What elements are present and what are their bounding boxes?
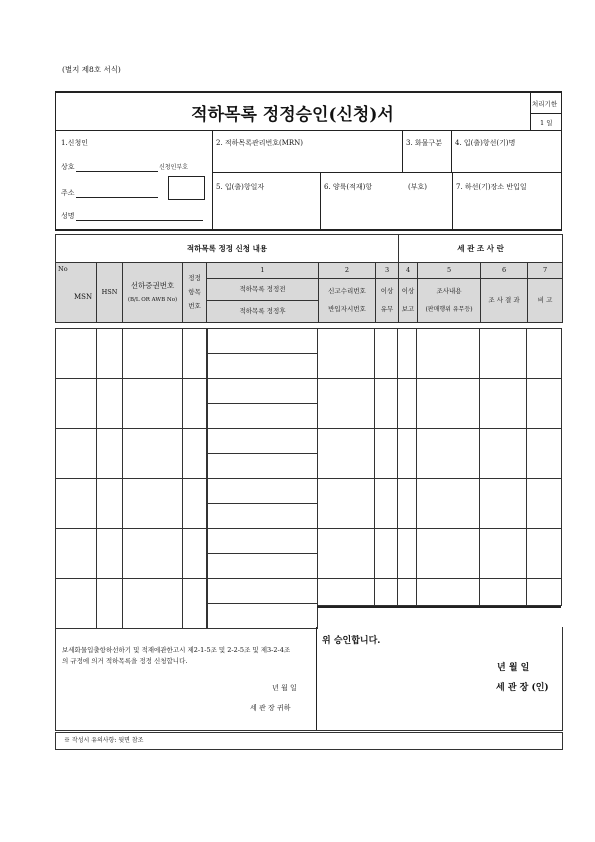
row-1-cell-11[interactable]: [526, 328, 562, 379]
applicant-divider: [212, 131, 213, 229]
col-bl-title: 선하증권번호: [130, 280, 175, 290]
processing-label: 처리기한: [532, 100, 558, 108]
cargo-type-label: 3. 화물구분: [406, 139, 442, 147]
row-4-cell-7[interactable]: [374, 478, 398, 529]
row-1-cell-7[interactable]: [374, 328, 398, 379]
row-1-cell-8[interactable]: [397, 328, 417, 379]
col-bl-sub: (B/L OR AWB No): [127, 296, 178, 303]
row-2-cell-11[interactable]: [526, 378, 562, 429]
declaration-line-2: 의 규정에 의거 적하목록을 정정 신청합니다.: [62, 657, 188, 665]
col-4-num: 4: [399, 263, 418, 279]
row-4-cell-11[interactable]: [526, 478, 562, 529]
row-2-cell-3[interactable]: [122, 378, 183, 429]
processing-box-divider: [530, 93, 531, 130]
row-2-cell-8[interactable]: [397, 378, 417, 429]
address-label: 주소: [61, 189, 75, 197]
form-reference: (별지 제8호 서식): [62, 65, 121, 74]
col-5-num: 5: [418, 263, 481, 279]
row-2-cell-7[interactable]: [374, 378, 398, 429]
row-4-cell-4[interactable]: [182, 478, 207, 529]
row-2-after-cell[interactable]: [207, 403, 318, 429]
col-5: [418, 279, 481, 323]
field-divider-4: [452, 172, 453, 229]
row-5-before-cell[interactable]: [207, 528, 318, 554]
row-3-cell-11[interactable]: [526, 428, 562, 479]
declaration-to: 세 관 장 귀하: [250, 704, 291, 712]
row-5-cell-9[interactable]: [416, 528, 480, 579]
port-code-label: (부호): [408, 183, 427, 191]
row-4-after-cell[interactable]: [207, 503, 318, 529]
col-2-num: 2: [319, 263, 376, 279]
row-6-cell-10[interactable]: [479, 578, 527, 606]
row-4-cell-9[interactable]: [416, 478, 480, 529]
row-1-cell-2[interactable]: [96, 328, 123, 379]
signature-section: [55, 627, 563, 731]
row-4-cell-1[interactable]: [55, 478, 97, 529]
applicant-code-box[interactable]: [168, 176, 205, 200]
col-bl: [123, 263, 183, 323]
col-item: [183, 263, 207, 323]
row-3-cell-9[interactable]: [416, 428, 480, 479]
col-4-a: 이상: [401, 287, 415, 295]
signature-divider: [316, 627, 317, 730]
footnote: ※ 작성시 유의사항: 뒷면 참조: [64, 737, 144, 744]
row-4-cell-3[interactable]: [122, 478, 183, 529]
declaration-line-1: 보세화물입출항하선하기 및 적재에관한고시 제2-1-5조 및 2-2-5조 및 제3-2-4조: [62, 646, 291, 654]
mrn-label: 2. 적하목록관리번호(MRN): [216, 139, 304, 147]
row-6-cell-7[interactable]: [374, 578, 398, 606]
row-1-cell-9[interactable]: [416, 328, 480, 379]
col-msn: MSN: [74, 293, 93, 301]
row-5-cell-8[interactable]: [397, 528, 417, 579]
row-4-before-cell[interactable]: [207, 478, 318, 504]
row-1-cell-10[interactable]: [479, 328, 527, 379]
row-3-cell-10[interactable]: [479, 428, 527, 479]
field-divider-2: [451, 131, 452, 172]
processing-box-mid: [530, 113, 561, 114]
row-6-after-cell[interactable]: [207, 603, 318, 629]
col-1-num: 1: [207, 263, 319, 279]
row-1-after-cell[interactable]: [207, 353, 318, 379]
row-3-cell-4[interactable]: [182, 428, 207, 479]
row-4-cell-8[interactable]: [397, 478, 417, 529]
section-left-header: 적하목록 정정 신청 내용: [56, 235, 399, 263]
row-1-cell-4[interactable]: [182, 328, 207, 379]
col-6-num: 6: [481, 263, 528, 279]
row-1-cell-6[interactable]: [317, 328, 375, 379]
row-6-cell-6[interactable]: [317, 578, 375, 606]
col-no-msn: [56, 263, 97, 323]
row-2-cell-2[interactable]: [96, 378, 123, 429]
applicant-code-label: 신청인부호: [159, 164, 188, 171]
row-3-cell-2[interactable]: [96, 428, 123, 479]
row-1-cell-1[interactable]: [55, 328, 97, 379]
col-3-a: 이상: [380, 287, 394, 295]
field-divider-3: [320, 172, 321, 229]
col-7-num: 7: [528, 263, 563, 279]
row-6-cell-3[interactable]: [122, 578, 183, 629]
row-2-cell-1[interactable]: [55, 378, 97, 429]
row-4-cell-6[interactable]: [317, 478, 375, 529]
col-5-b: (판매행위 유무등): [425, 306, 473, 313]
row-4-cell-10[interactable]: [479, 478, 527, 529]
row-3-cell-7[interactable]: [374, 428, 398, 479]
row-6-cell-9[interactable]: [416, 578, 480, 606]
row-2-before-cell[interactable]: [207, 378, 318, 404]
row-3-after-cell[interactable]: [207, 453, 318, 479]
field-divider-1: [402, 131, 403, 172]
col-item-2: 항목: [188, 288, 201, 296]
header-bottom-border: [55, 229, 562, 231]
fields-row-divider: [212, 172, 562, 173]
name-line: [76, 220, 203, 221]
col-4-b: 보고: [401, 305, 415, 313]
row-5-cell-10[interactable]: [479, 528, 527, 579]
declaration-date: 년 월 일: [272, 684, 297, 692]
row-6-cell-1[interactable]: [55, 578, 97, 629]
row-3-cell-6[interactable]: [317, 428, 375, 479]
right-border: [561, 91, 562, 230]
row-6-cell-11[interactable]: [526, 578, 562, 606]
col-hsn: HSN: [97, 263, 123, 323]
port-label: 6. 양륙(적재)항: [324, 183, 373, 191]
entry-date-label: 5. 입(출)항일자: [216, 183, 265, 191]
col-item-3: 번호: [188, 302, 201, 310]
row-2-cell-4[interactable]: [182, 378, 207, 429]
col-no: No: [58, 265, 68, 273]
col-7: 비 고: [528, 279, 563, 323]
row-5-cell-11[interactable]: [526, 528, 562, 579]
row-5-cell-1[interactable]: [55, 528, 97, 579]
row-1-cell-3[interactable]: [122, 328, 183, 379]
col-1-before: 적하목록 정정전: [207, 279, 319, 301]
signature-top-line: [317, 606, 561, 608]
row-5-cell-6[interactable]: [317, 528, 375, 579]
row-2-cell-10[interactable]: [479, 378, 527, 429]
name-label: 성명: [61, 212, 75, 220]
col-6: 조 사 결 과: [481, 279, 528, 323]
col-2: [319, 279, 376, 323]
row-2-cell-9[interactable]: [416, 378, 480, 429]
col-3-b: 유무: [380, 305, 394, 313]
row-1-before-cell[interactable]: [207, 328, 318, 354]
address-line: [76, 197, 158, 198]
trade-name-line: [76, 171, 158, 172]
approval-text: 위 승인합니다.: [322, 636, 381, 646]
row-3-cell-1[interactable]: [55, 428, 97, 479]
correction-table: [55, 234, 563, 323]
row-2-cell-6[interactable]: [317, 378, 375, 429]
approval-sign: 세 관 장 (인): [496, 683, 549, 693]
trade-name-label: 상호: [61, 163, 75, 171]
col-2-b: 반입자시번호: [328, 305, 366, 313]
col-5-a: 조사내용: [436, 287, 462, 295]
row-6-cell-8[interactable]: [397, 578, 417, 606]
col-2-a: 신고수리번호: [328, 287, 366, 295]
col-4: [399, 279, 418, 323]
applicant-label: 1.신청인: [61, 139, 88, 147]
row-3-cell-3[interactable]: [122, 428, 183, 479]
section-right-header: 세 관 조 사 란: [399, 235, 563, 263]
row-5-cell-2[interactable]: [96, 528, 123, 579]
col-3-num: 3: [376, 263, 399, 279]
row-6-before-cell[interactable]: [207, 578, 318, 604]
row-5-after-cell[interactable]: [207, 553, 318, 579]
title-bottom-border: [55, 130, 562, 131]
processing-value: 1 일: [540, 119, 553, 127]
row-3-cell-8[interactable]: [397, 428, 417, 479]
row-3-before-cell[interactable]: [207, 428, 318, 454]
col-3: [376, 279, 399, 323]
row-6-cell-2[interactable]: [96, 578, 123, 629]
col-item-1: 정정: [188, 274, 201, 282]
row-5-cell-4[interactable]: [182, 528, 207, 579]
approval-date: 년 월 일: [497, 663, 530, 673]
page-title: 적하목록 정정승인(신청)서: [191, 105, 394, 125]
col-1-after: 적하목록 정정후: [207, 301, 319, 323]
vessel-label: 4. 입(출)항선(기)명: [455, 139, 516, 147]
top-border: [55, 91, 562, 93]
row-5-cell-3[interactable]: [122, 528, 183, 579]
row-5-cell-7[interactable]: [374, 528, 398, 579]
row-4-cell-2[interactable]: [96, 478, 123, 529]
row-6-cell-4[interactable]: [182, 578, 207, 629]
bonded-place-label: 7. 하선(기)장소 반입일: [456, 183, 527, 191]
